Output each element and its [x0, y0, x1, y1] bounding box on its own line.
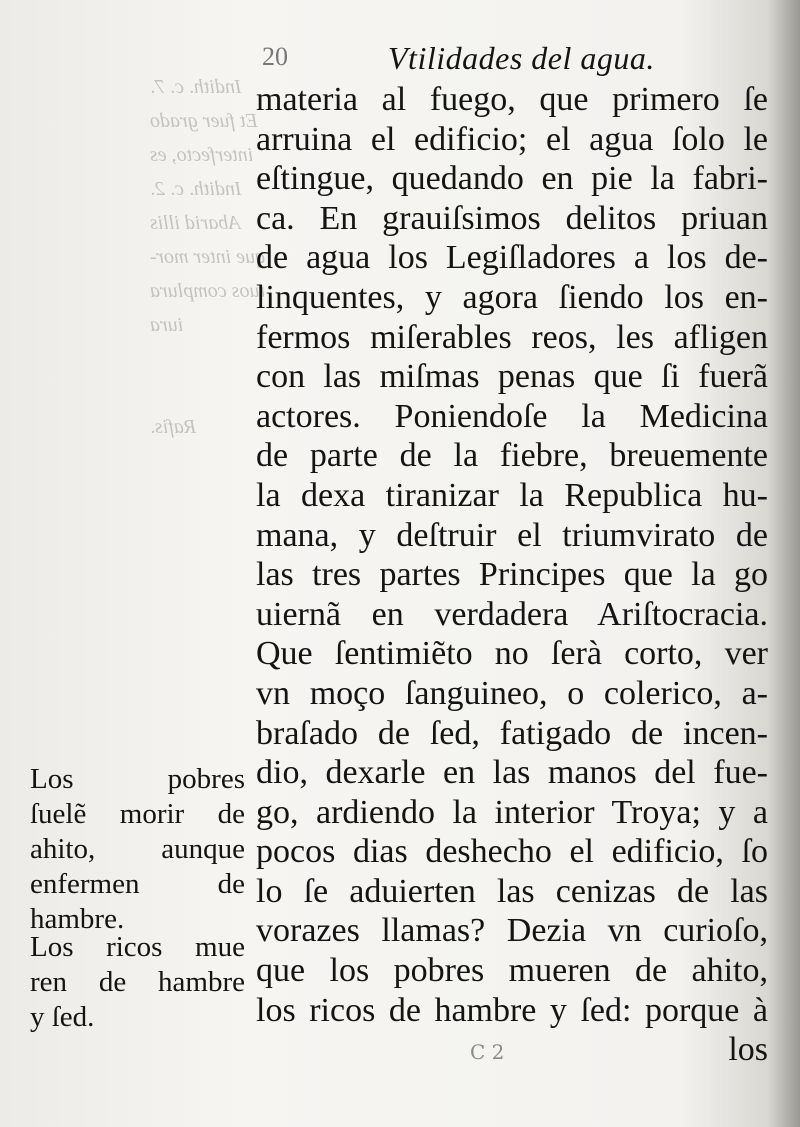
text-line: mana, y deſtruir el triumvirato de	[256, 516, 768, 554]
text-line: ca. En grauiſsimos delitos priuan	[256, 199, 768, 237]
bleed-through-line: iura	[150, 314, 184, 336]
bleed-through-text	[150, 70, 270, 444]
text-line: fermos miſerables reos, les afligen	[256, 318, 768, 356]
text-line: vn moço ſanguineo, o colerico, a-	[256, 674, 768, 712]
signature-mark: C 2	[470, 1040, 505, 1064]
margin-note-line: ren de hambre	[30, 966, 245, 998]
bleed-through-line: interfecto, es	[150, 144, 254, 166]
bleed-through-line: Abarid illis	[150, 212, 241, 234]
text-line: los ricos de hambre y ſed: porque à	[256, 991, 768, 1029]
text-line: de parte de la fiebre, breuemente	[256, 437, 768, 475]
text-line: braſado de ſed, fatigado de incen-	[256, 714, 768, 752]
bleed-through-line: Indith. c. 7.	[150, 76, 242, 98]
margin-note-line: enfermen de	[30, 868, 245, 900]
text-line: eſtingue, quedando en pie la fabri-	[256, 160, 768, 198]
margin-note-line: hambre.	[30, 903, 125, 935]
bleed-through-line: Rafis.	[150, 416, 197, 438]
text-line: pocos dias deshecho el edificio, ſo	[256, 833, 768, 871]
margin-note-line: Los pobres	[30, 763, 245, 795]
margin-note-poor	[30, 762, 245, 937]
bleed-through-line: que inter mor-	[150, 246, 266, 268]
text-line: la dexa tiranizar la Republica hu-	[256, 476, 768, 514]
text-line: vorazes llamas? Dezia vn curioſo,	[256, 912, 768, 950]
bleed-through-line	[150, 376, 270, 410]
margin-note-line: ahito, aunque	[30, 833, 245, 865]
page-header	[250, 38, 770, 78]
running-title: Vtilidades del agua.	[388, 40, 655, 76]
main-text-block	[256, 80, 768, 1070]
text-line: arruina el edificio; el agua ſolo le	[256, 120, 768, 158]
text-line: de agua los Legiſladores a los de-	[256, 239, 768, 277]
text-line: Que ſentimiẽto no ſerà corto, ver	[256, 635, 768, 673]
margin-note-line: ſuelẽ morir de	[30, 798, 245, 830]
bleed-through-line: tuos complura	[150, 280, 265, 302]
text-line: lo ſe aduierten las cenizas de las	[256, 872, 768, 910]
text-line: linquentes, y agora ſiendo los en-	[256, 278, 768, 316]
bleed-through-line	[150, 342, 270, 376]
text-line: actores. Poniendoſe la Medicina	[256, 397, 768, 435]
text-line: con las miſmas penas que ſi fuerã	[256, 358, 768, 396]
text-line: uiernã en verdadera Ariſtocracia.	[256, 595, 768, 633]
page-number: 20	[262, 42, 288, 71]
text-line: materia al fuego, que primero ſe	[256, 81, 768, 118]
text-line: las tres partes Principes que la go	[256, 556, 768, 594]
text-line: go, ardiendo la interior Troya; y a	[256, 793, 768, 831]
text-line: que los pobres mueren de ahito,	[256, 952, 768, 990]
bleed-through-line: Indith. c. 2.	[150, 178, 242, 200]
text-line: dio, dexarle en las manos del fue-	[256, 754, 768, 792]
margin-note-line: Los ricos mue	[30, 931, 245, 963]
margin-note-line: y ſed.	[30, 1001, 95, 1033]
text-line: los	[728, 1031, 768, 1069]
margin-note-rich	[30, 930, 245, 1035]
bleed-through-line: Et fuer grado	[150, 110, 258, 132]
